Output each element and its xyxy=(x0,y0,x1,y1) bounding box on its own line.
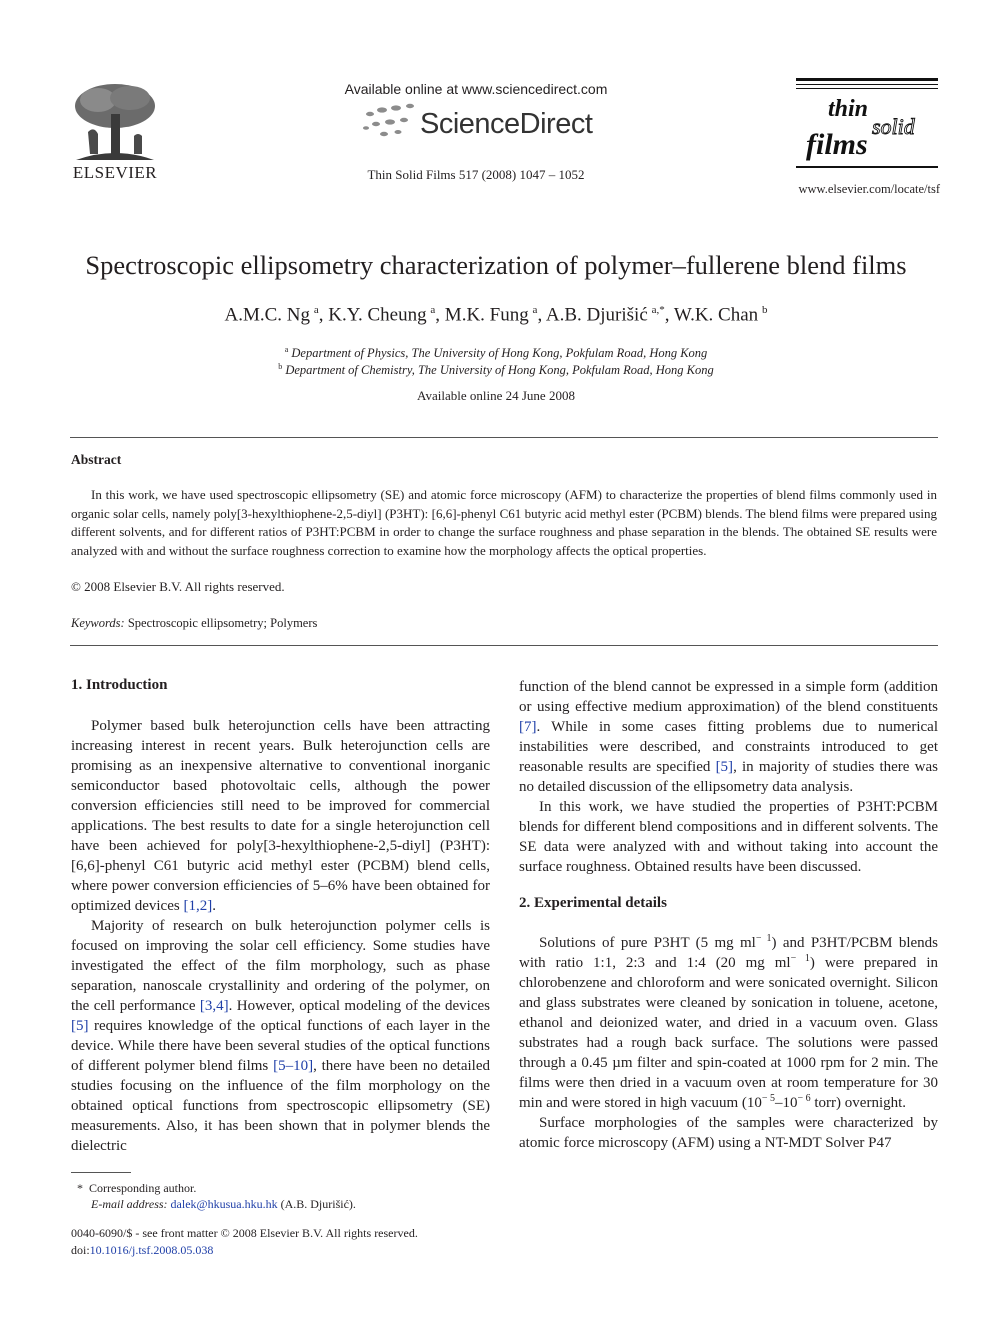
citation-link[interactable]: [5–10] xyxy=(273,1058,314,1074)
author-name: A.M.C. Ng xyxy=(224,304,311,326)
thin-solid-films-wordmark-icon xyxy=(796,92,938,164)
paragraph-text: function of the blend cannot be expressed in a simple form (addition or using effective medium approximation) of the blend constituents xyxy=(519,679,938,715)
author-affiliation-mark: b xyxy=(761,304,768,316)
journal-url[interactable]: www.elsevier.com/locate/tsf xyxy=(798,182,940,196)
affiliation-text: Department of Chemistry, The University of Hong Kong, Pokfulam Road, Hong Kong xyxy=(285,363,714,378)
journal-logo xyxy=(796,78,938,174)
svg-text:films: films xyxy=(806,128,868,161)
paragraph-text: Majority of research on bulk heterojunction polymer cells is focused on improving the solar cell efficiency. Some studies have investigated the effect of the film morphology, such as phase separation, nanoscale crystallinity and ordering of the polymer, on the cell performance xyxy=(71,918,490,1014)
affiliation xyxy=(40,362,952,378)
doi-line xyxy=(71,1242,213,1258)
footnote-divider xyxy=(71,1172,131,1173)
paragraph-text: requires knowledge of the optical functions of each layer in the device. While there have been several studies of the optical functions of different polymer blend films xyxy=(71,1018,490,1074)
paragraph-text: , in majority of studies there was no detailed discussion of the ellipsometry data analysis. xyxy=(519,759,938,795)
affiliation xyxy=(40,345,952,361)
author-affiliation-mark: a xyxy=(313,304,319,316)
paragraph-text: Solutions of pure P3HT (5 mg ml xyxy=(539,935,756,951)
paragraph xyxy=(519,933,938,1113)
email-owner: (A.B. Djurišić). xyxy=(280,1197,356,1211)
abstract-heading: Abstract xyxy=(71,452,122,467)
available-date: Available online 24 June 2008 xyxy=(417,388,575,403)
abstract-copyright: © 2008 Elsevier B.V. All rights reserved. xyxy=(71,579,285,594)
email-label: E-mail address: xyxy=(91,1197,168,1211)
citation-link[interactable]: [5] xyxy=(71,1018,89,1034)
paragraph-text: –10 xyxy=(775,1095,798,1111)
author-affiliation-mark[interactable]: a,* xyxy=(651,304,665,316)
paragraph: In this work, we have studied the properties of P3HT:PCBM blends for different blend compositions and in different solvents. The SE data were analyzed with and without taking into account the surface roughness. Obtained results have been discussed. xyxy=(519,799,938,875)
sciencedirect-logo xyxy=(360,100,600,146)
citation-link[interactable]: [1,2] xyxy=(183,898,213,914)
paragraph xyxy=(71,916,490,1156)
paragraph-text: . However, optical modeling of the devices xyxy=(228,998,490,1014)
abstract-text: In this work, we have used spectroscopic ellipsometry (SE) and atomic force microscopy (AFM) to characterize the properties of blend films commonly used in organic solar cells, namely poly[3-hexylthiophene-2,5-diyl] (P3HT): [6,6]-phenyl C61 butyric acid methyl ester (PCBM) blends. The blend films were prepared using different solvents, and for different ratios of P3HT:PCBM in order to change the surface roughness and phase separation in the blends. The obtained SE results were analyzed with and without the surface roughness correction to examine how the morphology affects the optical properties. xyxy=(71,487,937,559)
section-heading-experimental: 2. Experimental details xyxy=(519,895,667,911)
email-note xyxy=(91,1196,356,1212)
affiliation-mark: a xyxy=(284,345,289,354)
svg-text:solid: solid xyxy=(872,114,915,139)
paragraph xyxy=(519,677,938,797)
author-name: M.K. Fung xyxy=(444,304,529,326)
exponent: − 5 xyxy=(761,1093,775,1104)
author-affiliation-mark: a xyxy=(532,304,538,316)
paragraph: Polymer based bulk heterojunction cells have been attracting increasing interest in recent years. Bulk heterojunction cells are promising as an inexpensive alternative to conventional inorganic semiconductor based photovoltaic cells, although the power conversion efficiencies still need to be improved for commercial applications. The best results to date for a single heterojunction cell have been achieved for poly[3-hexylthiophene-2,5-diyl] (P3HT): [6,6]-phenyl C61 butyric acid methyl ester (PCBM) blend cells, where power conversion efficiencies of 5–6% have been obtained for optimized devices [1,2]. xyxy=(71,718,490,914)
paragraph-text: ) and P3HT/PCBM blends with ratio 1:1, 2:3 and 1:4 (20 mg ml xyxy=(519,935,938,971)
divider xyxy=(70,645,938,646)
paragraph-text: Polymer based bulk heterojunction cells have been attracting increasing interest in recent years. Bulk heterojunction cells are promising as an inexpensive alternative to conventional inorganic semiconductor based photovoltaic cells, although the power conversion efficiencies still need to be improved for commercial applications. The best results to date for a single heterojunction cell have been achieved for poly[3-hexylthiophene-2,5-diyl] (P3HT): [6,6]-phenyl C61 butyric acid methyl ester (PCBM) blend cells, where power conversion efficiencies of 5–6% have been obtained for optimized devices xyxy=(71,718,490,914)
exponent: − 6 xyxy=(797,1093,811,1104)
keywords xyxy=(71,616,317,631)
footnote-mark: * xyxy=(77,1181,83,1195)
article-title: Spectroscopic ellipsometry characterization of polymer–fullerene blend films xyxy=(85,250,907,280)
publisher-name: ELSEVIER xyxy=(72,163,158,182)
citation-link[interactable]: [5] xyxy=(715,759,734,775)
keywords-label: Keywords: xyxy=(71,616,125,630)
doi-label: doi: xyxy=(71,1243,90,1257)
paragraph-text: torr) overnight. xyxy=(810,1095,907,1111)
footnote-text: Corresponding author. xyxy=(89,1181,197,1195)
affiliation-text: Department of Physics, The University of Hong Kong, Pokfulam Road, Hong Kong xyxy=(291,346,708,361)
email-link[interactable]: dalek@hkusua.hku.hk xyxy=(170,1197,278,1211)
sciencedirect-wordmark: ScienceDirect xyxy=(420,108,593,140)
divider xyxy=(70,437,938,438)
doi-link[interactable]: 10.1016/j.tsf.2008.05.038 xyxy=(89,1243,214,1257)
author-list: A.M.C. Ng $^a$, K.Y. Cheung $^a$, M.K. Fung $^a$, A.B. Djurišić $^{a,*}$, W.K. Chan $^b$ xyxy=(224,304,768,326)
author-affiliation-mark: a xyxy=(430,304,436,316)
paragraph-text: ) were prepared in chlorobenzene and chloroform and were sonicated overnight. Silicon and glass substrates were cleaned by sonication in toluene, acetone, ethanol and deionized water, and dried in a vacuum oven. Glass substrates had a rough back surface. The solutions were passed through a 0.45 µm filter and spin-coated at 1000 rpm for 2 min. The films were then dried in a vacuum oven at room temperature for 30 min and were stored in high vacuum (10 xyxy=(519,955,938,1111)
paragraph-text: . While in some cases fitting problems due to numerical instabilities were described, and constraints introduced to get reasonable results are specified xyxy=(519,719,938,775)
author-name: W.K. Chan xyxy=(673,304,759,326)
citation-link[interactable]: [7] xyxy=(519,719,537,735)
affiliation-mark: b xyxy=(278,362,283,371)
paragraph-text: , there have been no detailed studies focusing on the influence of the film morphology on the obtained optical functions from spectroscopic ellipsometry (SE) measurements. Also, it has been shown that in polymer blends the dielectric xyxy=(71,1058,490,1154)
sciencedirect-dots-icon xyxy=(360,100,418,146)
keywords-list: Spectroscopic ellipsometry; Polymers xyxy=(127,616,318,630)
corresponding-author-note xyxy=(77,1180,196,1196)
exponent: − 1 xyxy=(790,953,810,964)
journal-citation: Thin Solid Films 517 (2008) 1047 – 1052 xyxy=(367,167,585,182)
exponent: − 1 xyxy=(755,933,772,944)
author-name: K.Y. Cheung xyxy=(328,304,427,326)
right-column xyxy=(519,677,938,1153)
section-heading-introduction: 1. Introduction xyxy=(71,677,168,693)
paragraph: Surface morphologies of the samples were characterized by atomic force microscopy (AFM) using a NT-MDT Solver P47 xyxy=(519,1115,938,1151)
svg-text:thin: thin xyxy=(828,96,869,122)
available-online-text: Available online at www.sciencedirect.com xyxy=(344,81,608,97)
issn-line: 0040-6090/$ - see front matter © 2008 Elsevier B.V. All rights reserved. xyxy=(71,1226,418,1240)
left-column xyxy=(71,716,490,1156)
citation-link[interactable]: [3,4] xyxy=(199,998,229,1014)
author-name: A.B. Djurišić xyxy=(545,304,648,326)
